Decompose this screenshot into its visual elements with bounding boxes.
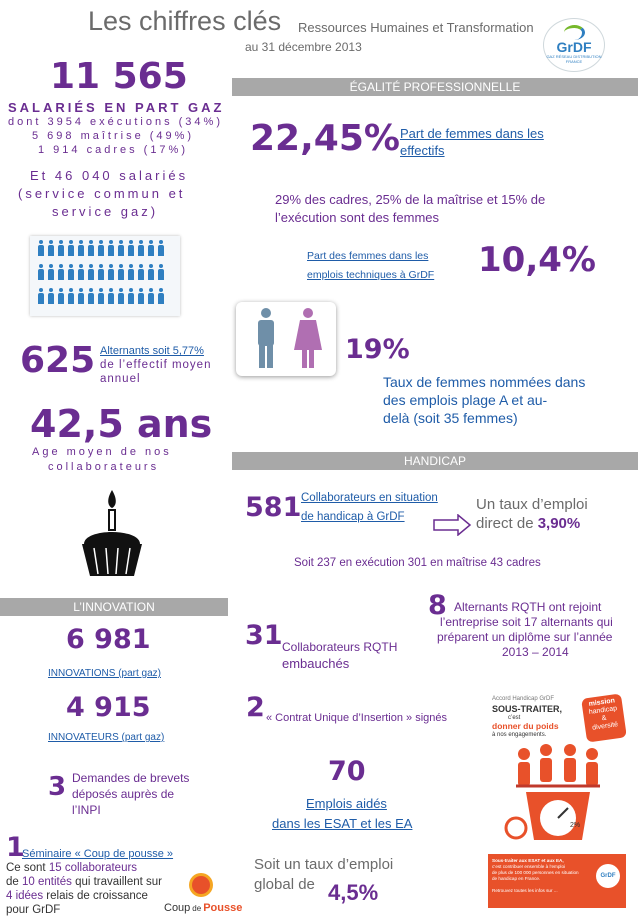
people-row-2 bbox=[36, 264, 174, 280]
accord-line-3: donner du poids bbox=[492, 721, 559, 731]
global-line-2: global de bbox=[254, 876, 315, 893]
esat-value: 70 bbox=[328, 756, 366, 787]
tech-label-1[interactable]: Part des femmes dans les bbox=[307, 250, 429, 262]
page-subtitle: Ressources Humaines et Transformation bbox=[298, 20, 534, 35]
seminaire-label[interactable]: Séminaire « Coup de pousse » bbox=[22, 848, 174, 860]
handicap-label-1[interactable]: Collaborateurs en situation bbox=[301, 492, 438, 504]
age-text-1: Age moyen de nos bbox=[32, 446, 172, 458]
sem-line2-highlight: 10 entités bbox=[22, 876, 72, 888]
badge-line-3: & bbox=[601, 714, 607, 723]
handicap-repartition: Soit 237 en exécution 301 en maîtrise 43 cadres bbox=[294, 557, 541, 569]
accord-bottom-1: Sous-traiter aux ESAT et aux EA, bbox=[492, 858, 564, 863]
global-line-1: Soit un taux d’emploi bbox=[254, 856, 394, 873]
taux-direct-text: direct de bbox=[476, 515, 538, 532]
mission-badge bbox=[581, 694, 626, 743]
accord-bottom-block bbox=[488, 854, 626, 908]
alternants-text-1[interactable]: Alternants soit 5,77% bbox=[100, 345, 204, 357]
grdf-logo bbox=[543, 18, 605, 72]
brevets-line-1: Demandes de brevets bbox=[72, 771, 190, 785]
accord-bottom-4: de handicap en France. bbox=[492, 876, 541, 881]
seminaire-line-1 bbox=[6, 862, 137, 874]
service-line-1: Et 46 040 salariés bbox=[30, 168, 189, 183]
accord-bottom-2: c’est contribuer ensemble à l’emploi bbox=[492, 864, 566, 869]
innovations-label[interactable]: INNOVATIONS (part gaz) bbox=[48, 668, 161, 679]
innovations-value: 6 981 bbox=[66, 624, 151, 655]
innovateurs-label[interactable]: INNOVATEURS (part gaz) bbox=[48, 732, 165, 743]
alternants-value: 625 bbox=[20, 340, 96, 381]
innovation-band: L’INNOVATION bbox=[0, 598, 228, 616]
rqth-alt-line-2: l’entreprise soit 17 alternants qui bbox=[440, 615, 613, 629]
repartition-line-1: dont 3954 exécutions (34%) bbox=[8, 116, 223, 128]
sem-line2-text: de bbox=[6, 876, 22, 888]
people-row-1 bbox=[36, 240, 174, 256]
femmes-label-1[interactable]: Part de femmes dans les bbox=[400, 126, 544, 141]
gender-pictogram bbox=[236, 302, 336, 376]
sem-line3-highlight: 4 idées bbox=[6, 890, 44, 902]
femmes-pct: 22,45% bbox=[250, 118, 400, 159]
repartition-femmes-2: l’exécution sont des femmes bbox=[275, 210, 440, 225]
alternants-text-2: de l’effectif moyen bbox=[100, 359, 212, 371]
alternants-text-3: annuel bbox=[100, 373, 141, 385]
total-salaries: 11 565 bbox=[50, 56, 188, 97]
tech-pct: 10,4% bbox=[478, 240, 596, 280]
accord-line-2: c’est bbox=[508, 715, 521, 721]
rqth-line-1: Collaborateurs RQTH bbox=[282, 640, 398, 654]
seminaire-value: 1 bbox=[6, 832, 25, 863]
grdf-logo-text: GrDF bbox=[556, 39, 592, 55]
rqth-alt-line-4: 2013 – 2014 bbox=[502, 645, 569, 659]
brevets-value: 3 bbox=[48, 772, 67, 802]
page-date: au 31 décembre 2013 bbox=[245, 40, 362, 54]
brevets-line-3: l’INPI bbox=[72, 803, 101, 817]
page-title: Les chiffres clés bbox=[88, 6, 282, 36]
global-value: 4,5% bbox=[328, 880, 379, 905]
seminaire-line-3 bbox=[6, 890, 148, 902]
badge-line-1: mission bbox=[588, 697, 616, 708]
repartition-femmes-1: 29% des cadres, 25% de la maîtrise et 15% de bbox=[275, 192, 546, 207]
femmes-label-2[interactable]: effectifs bbox=[400, 143, 445, 158]
man-woman-icon bbox=[236, 302, 336, 376]
nommees-line-2: des emplois plage A et au- bbox=[383, 392, 548, 408]
cupcake-icon bbox=[76, 486, 148, 582]
taux-direct-line-2 bbox=[476, 515, 580, 532]
esat-line-2[interactable]: dans les ESAT et les EA bbox=[272, 816, 413, 831]
accord-bottom-5: Retrouvez toutes les infos sur ... bbox=[492, 888, 558, 893]
age-text-2: collaborateurs bbox=[48, 461, 160, 473]
coup-de-pousse-star-icon bbox=[192, 876, 210, 894]
innovateurs-value: 4 915 bbox=[66, 692, 151, 723]
scale-percent: 2% bbox=[570, 822, 581, 829]
repartition-line-3: 1 914 cadres (17%) bbox=[38, 144, 188, 156]
badge-line-4: diversité bbox=[591, 721, 619, 732]
egalite-band: ÉGALITÉ PROFESSIONNELLE bbox=[232, 78, 638, 96]
nommees-line-1: Taux de femmes nommées dans bbox=[383, 374, 586, 390]
accord-line-4: à nos engagements. bbox=[492, 732, 547, 738]
people-pictogram bbox=[30, 236, 180, 316]
accord-bottom-3: de plus de 100 000 personnes en situation bbox=[492, 870, 579, 875]
rqth-line-2: embauchés bbox=[282, 656, 350, 671]
sem-line2-tail: qui travaillent sur bbox=[71, 876, 162, 888]
handicap-label-2[interactable]: de handicap à GrDF bbox=[301, 511, 405, 523]
service-line-3: service gaz) bbox=[52, 204, 159, 219]
seminaire-line-2 bbox=[6, 876, 162, 888]
scale-people-icon bbox=[496, 742, 620, 850]
coup-de-pousse-logo-text: Coup de Pousse bbox=[164, 902, 243, 914]
service-line-2: (service commun et bbox=[18, 186, 186, 201]
esat-line-1[interactable]: Emplois aidés bbox=[306, 796, 387, 811]
arrow-right-icon bbox=[432, 514, 472, 536]
accord-line-1: SOUS-TRAITER, bbox=[492, 704, 563, 714]
handicap-value: 581 bbox=[245, 492, 302, 523]
repartition-line-2: 5 698 maîtrise (49%) bbox=[32, 130, 195, 142]
brevets-line-2: déposés auprès de bbox=[72, 787, 175, 801]
nommees-pct: 19% bbox=[345, 334, 410, 365]
sem-line1-highlight: 15 collaborateurs bbox=[48, 862, 138, 874]
coup-de-pousse-logo bbox=[164, 874, 243, 920]
sem-line1-text: Ce sont bbox=[6, 862, 49, 874]
badge-line-2: handicap bbox=[588, 705, 618, 717]
rqth-alt-line-3: préparent un diplôme sur l’année bbox=[437, 630, 613, 644]
nommees-line-3: delà (soit 35 femmes) bbox=[383, 410, 518, 426]
rqth-alternants-value: 8 bbox=[428, 590, 447, 621]
salaries-label: SALARIÉS EN PART GAZ bbox=[8, 100, 225, 115]
tech-label-2[interactable]: emplois techniques à GrDF bbox=[307, 269, 435, 281]
seminaire-line-4: pour GrDF bbox=[6, 904, 61, 916]
accord-grdf-logo: GrDF bbox=[596, 864, 620, 888]
sem-line3-tail: relais de croissance bbox=[43, 890, 148, 902]
people-row-3 bbox=[36, 288, 174, 304]
cui-label: « Contrat Unique d’Insertion » signés bbox=[266, 712, 447, 724]
grdf-logo-subtext: GAZ RÉSEAU DISTRIBUTION FRANCE bbox=[546, 54, 602, 64]
grdf-swirl-icon bbox=[564, 25, 585, 40]
age-value: 42,5 ans bbox=[30, 402, 213, 446]
taux-direct-line-1: Un taux d’emploi bbox=[476, 496, 588, 513]
cui-value: 2 bbox=[246, 692, 265, 723]
taux-direct-value: 3,90% bbox=[537, 515, 581, 532]
rqth-alt-line-1: Alternants RQTH ont rejoint bbox=[454, 600, 602, 614]
accord-title: Accord Handicap GrDF bbox=[492, 696, 555, 702]
handicap-band: HANDICAP bbox=[232, 452, 638, 470]
accord-handicap-poster bbox=[488, 694, 626, 908]
rqth-value: 31 bbox=[245, 620, 283, 651]
